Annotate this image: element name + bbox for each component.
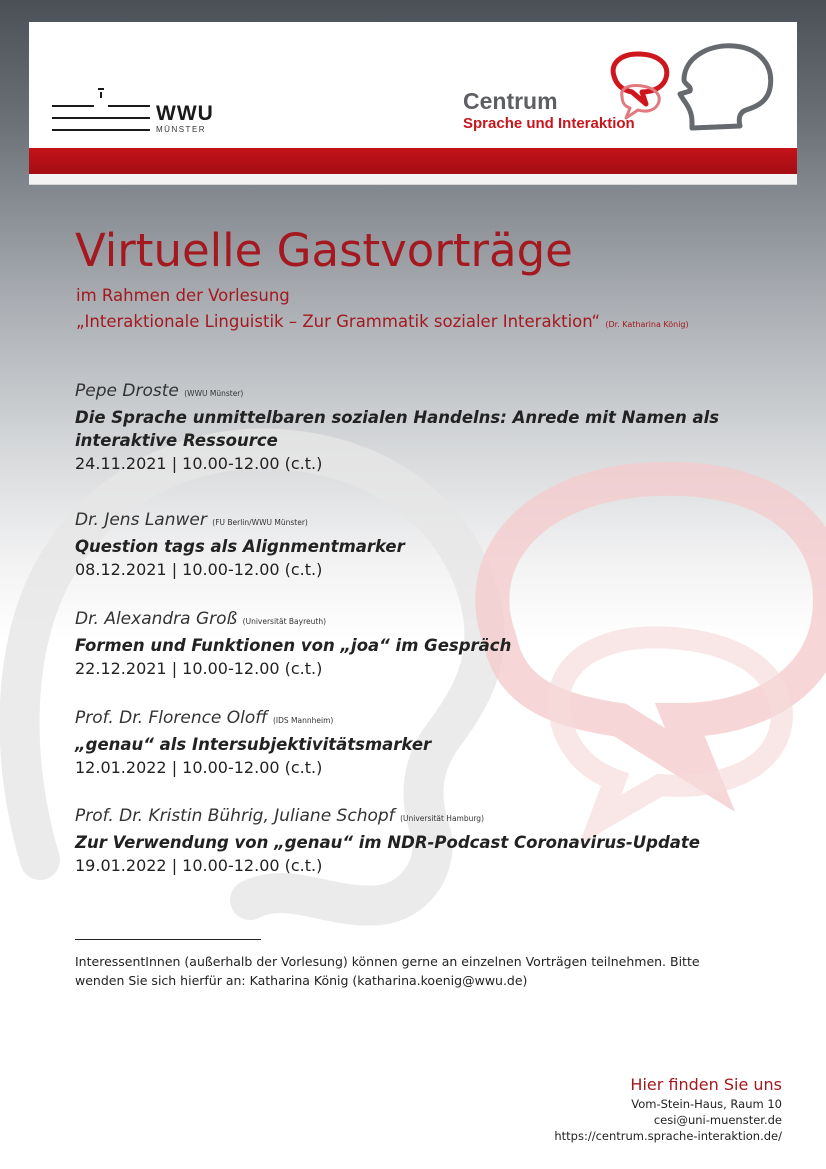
- talk-item: [75, 607, 511, 681]
- footnote: [75, 952, 765, 990]
- wwu-logo-bar: [100, 92, 102, 98]
- contact-block: [554, 1074, 782, 1144]
- speaker-affiliation: (IDS Mannheim): [272, 716, 334, 725]
- speech-bubble-small-watermark-icon: [559, 637, 782, 820]
- footnote-line-2: wenden Sie sich hierfür an: Katharina König (katharina.koenig@wwu.de): [75, 973, 528, 988]
- wwu-logo-bar: [52, 129, 150, 131]
- footnote-line-1: InteressentInnen (außerhalb der Vorlesung) können gerne an einzelnen Vorträgen teilnehmen. Bitte: [75, 954, 700, 969]
- speaker-name: Pepe Droste: [75, 381, 179, 401]
- footnote-divider: [75, 939, 261, 940]
- wwu-logo-subtitle: MÜNSTER: [156, 125, 207, 134]
- wwu-logo-bar: [98, 88, 104, 90]
- speaker-name: Dr. Alexandra Groß: [75, 609, 238, 629]
- centrum-logo-title: Centrum: [463, 88, 558, 114]
- wwu-logo-icon: [52, 86, 222, 136]
- talk-title: Question tags als Alignmentmarker: [75, 537, 405, 556]
- speaker-name: Prof. Dr. Florence Oloff: [75, 708, 268, 728]
- contact-title: Hier finden Sie uns: [630, 1075, 782, 1094]
- centrum-logo-subtitle: Sprache und Interaktion: [463, 115, 635, 132]
- wwu-logo-bar: [52, 105, 94, 107]
- talk-speaker: [75, 508, 405, 535]
- speaker-affiliation: (WWU Münster): [184, 389, 244, 398]
- speaker-affiliation: (FU Berlin/WWU Münster): [212, 518, 308, 527]
- lecture-title: „Interaktionale Linguistik – Zur Grammatik sozialer Interaktion“: [76, 312, 601, 331]
- subtitle-block: [76, 283, 689, 338]
- contact-email: cesi@uni-muenster.de: [653, 1113, 782, 1127]
- talk-item: [75, 379, 719, 476]
- wwu-logo-bar: [52, 117, 150, 119]
- header-red-band: [29, 148, 797, 174]
- talk-datetime: 19.01.2022 | 10.00-12.00 (c.t.): [75, 856, 323, 875]
- wwu-logo-text: WWU: [156, 102, 214, 125]
- talk-datetime: 24.11.2021 | 10.00-12.00 (c.t.): [75, 454, 323, 473]
- page-title: Virtuelle Gastvorträge: [75, 224, 573, 277]
- talk-title: Zur Verwendung von „genau“ im NDR-Podcast Coronavirus-Update: [75, 833, 700, 852]
- lecturer-name: (Dr. Katharina König): [605, 320, 689, 329]
- talk-title-line-2: interaktive Ressource: [75, 431, 278, 450]
- talk-datetime: 08.12.2021 | 10.00-12.00 (c.t.): [75, 560, 323, 579]
- talk-datetime: 12.01.2022 | 10.00-12.00 (c.t.): [75, 758, 323, 777]
- speaker-affiliation: (Universität Hamburg): [400, 814, 484, 823]
- talk-speaker: [75, 706, 431, 733]
- speaker-name: Dr. Jens Lanwer: [75, 510, 207, 530]
- talk-speaker: [75, 607, 511, 634]
- header-strip: [29, 174, 797, 185]
- subtitle-line-1: im Rahmen der Vorlesung: [76, 286, 290, 305]
- speech-bubble-watermark-icon: [492, 479, 826, 770]
- subtitle-line-2: [76, 309, 689, 338]
- talk-item: [75, 706, 431, 780]
- wwu-logo-bar: [108, 105, 150, 107]
- head-outline-icon: [680, 46, 771, 128]
- talk-datetime: 22.12.2021 | 10.00-12.00 (c.t.): [75, 659, 323, 678]
- contact-url: https://centrum.sprache-interaktion.de/: [554, 1129, 782, 1143]
- talk-title: Die Sprache unmittelbaren sozialen Handelns: Anrede mit Namen als: [75, 408, 720, 427]
- talk-speaker: [75, 804, 700, 831]
- speaker-name: Prof. Dr. Kristin Bührig, Juliane Schopf: [75, 806, 395, 826]
- talk-title: „genau“ als Intersubjektivitätsmarker: [75, 735, 432, 754]
- talk-item: [75, 508, 405, 582]
- talk-title: Formen und Funktionen von „joa“ im Gespräch: [75, 636, 512, 655]
- talk-item: [75, 804, 700, 878]
- speaker-affiliation: (Universität Bayreuth): [242, 617, 326, 626]
- talk-speaker: [75, 379, 719, 406]
- contact-room: Vom-Stein-Haus, Raum 10: [631, 1097, 782, 1111]
